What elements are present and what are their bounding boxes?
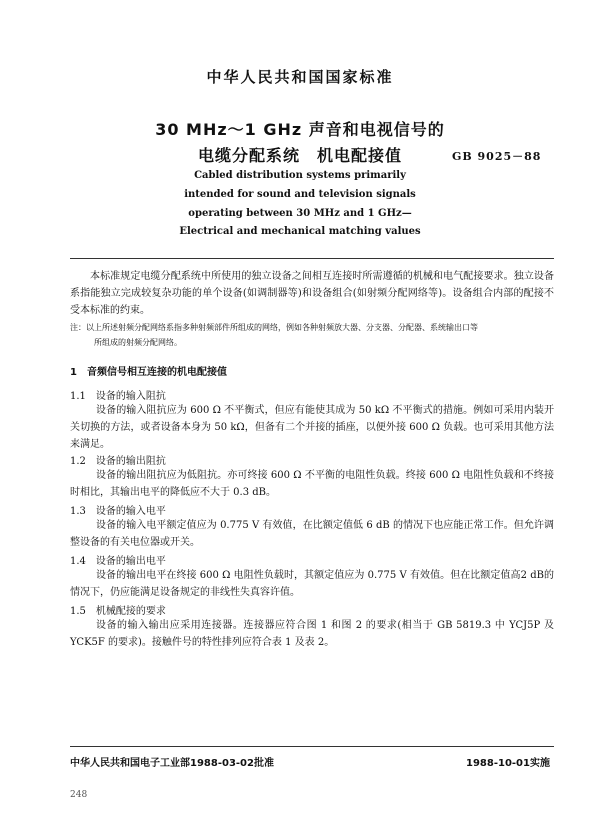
- bottom-divider: [70, 746, 554, 747]
- title-en-line3: operating between 30 MHz and 1 GHz—: [188, 208, 412, 219]
- section1-3-title: 1.3 设备的输入电平: [70, 506, 166, 517]
- standard-number: GB 9025－88: [452, 150, 542, 163]
- section1-2-text: 设备的输出阻抗应为低阻抗。亦可终接 600 Ω 不平衡的电阻性负载。终接 600 Ω 电阻性负载和不终接时相比，其输出电平的降低应不大于 0.3 dB。: [70, 470, 554, 498]
- section1-2-body: [70, 467, 554, 501]
- effective-date: 1988-10-01实施: [466, 758, 550, 769]
- section1-5-title: 1.5 机械配接的要求: [70, 606, 166, 617]
- page-number: 248: [70, 790, 88, 800]
- title-en-line4: Electrical and mechanical matching values: [179, 226, 421, 237]
- intro-paragraph: 本标准规定电缆分配系统中所使用的独立设备之间相互连接时所需遵循的机械和电气配接要求。独立设备系指能独立完成较复杂功能的单个设备(如调制器等)和设备组合(如射频分配网络等)。设备组合内部的配接不受本标准的约束。: [70, 271, 554, 316]
- section1-4-title: 1.4 设备的输出电平: [70, 556, 166, 567]
- title-cn-line1: 30 MHz～1 GHz 声音和电视信号的: [155, 120, 445, 139]
- section1-heading: 1 音频信号相互连接的机电配接值: [70, 367, 227, 378]
- section1-1-body: [70, 402, 554, 453]
- intro-note: [70, 320, 554, 350]
- standard-org-heading: 中华人民共和国国家标准: [206, 68, 394, 86]
- title-en-line2: intended for sound and television signals: [184, 189, 416, 200]
- note-line2: 所组成的射频分配网络。: [94, 338, 182, 347]
- approval-line: 中华人民共和国电子工业部1988-03-02批准: [70, 758, 274, 769]
- section1-3-text: 设备的输入电平额定值应为 0.775 V 有效值，在比额定值低 6 dB 的情况下也应能正常工作。但允许调整设备的有关电位器或开关。: [70, 520, 554, 548]
- section1-5-body: [70, 617, 554, 651]
- section1-2-title: 1.2 设备的输出阻抗: [70, 456, 166, 467]
- section1-1-text: 设备的输入阻抗应为 600 Ω 不平衡式，但应有能使其成为 50 kΩ 不平衡式的措施。例如可采用内装开关切换的方法，或者设备本身为 50 kΩ，但备有二个并接的插座，以便外接 600 Ω 负载。也可采用其他方法来满足。: [70, 405, 554, 450]
- section1-1-title: 1.1 设备的输入阻抗: [70, 391, 166, 402]
- section1-4-text: 设备的输出电平在终接 600 Ω 电阻性负载时，其额定值应为 0.775 V 有效值。但在比额定值高2 dB的情况下，仍应能满足设备规定的非线性失真容许值。: [70, 570, 554, 598]
- title-cn-line2: 电缆分配系统 机电配接值: [197, 146, 402, 165]
- top-divider: [70, 258, 554, 259]
- section1-4-body: [70, 567, 554, 601]
- section1-5-text: 设备的输入输出应采用连接器。连接器应符合图 1 和图 2 的要求(相当于 GB 5819.3 中 YCJ5P 及 YCK5F 的要求)。接触件号的特性排列应符合表 1 及表 2。: [70, 620, 554, 648]
- note-line1: 注：以上所述射频分配网络系指多种射频部件所组成的网络，例如各种射频放大器、分支器、分配器、系统输出口等: [70, 323, 478, 332]
- title-en-line1: Cabled distribution systems primarily: [194, 170, 406, 181]
- section1-3-body: [70, 517, 554, 551]
